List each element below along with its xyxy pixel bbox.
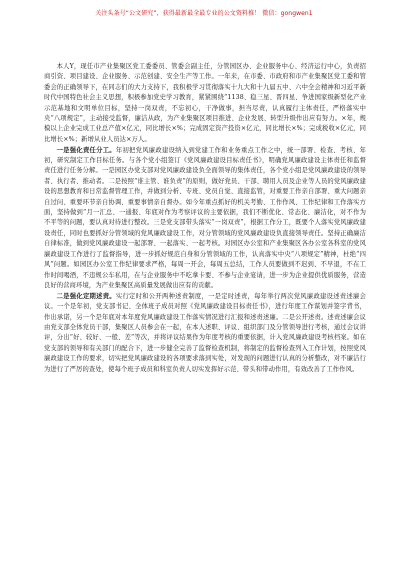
banner-text: 关注头条号“公文研究”，获得最新最全最专业的公文资料推！ 微信：gongwen1: [95, 10, 313, 17]
document-body: [44, 62, 366, 375]
intro-text: 本人Y，现任市产业集聚区党工委委员、管委会副主任，分管园区办、企业服务中心、经济运行中心，负责招商引资、项目建设、企业服务、示范创建、安全生产等工作。一年来，在市委、市政府和市产业集聚区党工委和管委会的正确领导下，在同志们的大力支持下，我积极学习贯彻落实十九大和十九届五中、六中全会精神和习近平新时代中国特色社会主义思想，积极参加党史学习教育，紧紧围绕“1138、稳三星、晋四星、争进国家级新型化产业示范基地和文明单位目标，坚持一岗双责，不忘初心，干净做事，担当尽责，认真履行主体责任，严格落实中央“八项规定”，主动接受监督，廉洁从政，为产业集聚区项目推进、企业发展、转型升级作出应有努力。×年，规模以上企业完成工业总产值×亿元，同比增长×%；完成固定资产投资×亿元，同比增长×%；完成税收×亿元，同比增长×%；新增从业人员达×万人。: [44, 63, 366, 143]
intro-paragraph: [44, 62, 366, 145]
responsibility-heading: 一是强化责任分工。: [56, 146, 116, 154]
header-banner: [0, 0, 408, 22]
reporting-text: 实行定时和公开两种述责制度，一是定时述责，每年举行两次党风廉政建设述责述廉会议。一个是年初，党支部书记、全体班子成员对照《党风廉政建设目标责任书》，进行年度工作谋划并签字背书，作出承诺，另一个是年底对本年度党风廉政建设工作落实情况进行汇报和述责述廉。二是公开述责。述责述廉会议由党支部全体党员干部，集聚区人员参会在一起，在本人述职、评议、组织部门及分管领导进行考核，通过会议讲评，分出“好、较好、一般、差”等次，并将评议结果作为年度考核的重要依据，计入党风廉政建设考核档案。如在党支部的领导和有关部门的配合下，进一步健全完善了监督检查机制，将制定的监督检查列入工作计划，按照党风廉政建设工作的要求，切实把党风廉政建设的各项要求落到实处，对发现的问题进行认真的分析整改，对不廉洁行为进行了严厉的查处，使每个班子成员和科室负责人切实发挥好示范、带头和带动作用，有效改善了工作作风。: [44, 292, 366, 373]
section-reporting: [44, 292, 366, 375]
reporting-heading: 二是强化定期述责。: [56, 292, 116, 300]
section-responsibility: [44, 146, 366, 292]
responsibility-text: 年初把党风廉政建设纳入到党建工作和业务重点工作之中，统一部署、检查、考核、年初，研究制定工作目标任务。与各个党小组签订《党风廉政建设目标责任书》，明确党风廉政建设主体责任和监督责任进行任务分解。一是园区办党支部对党风廉政建设负全面领导的集体责任，各个党小组是党风廉政建设的领导者、执行者、推动者。二是按照“谁主管、谁负责”的原则，做好党员、干部、聘用人员及企业等人员的党风廉政建设的思想教育和日常监督管理工作，并做到分析、专班、党员自觉、直接监管，对重要工作亲自部署、重大问题亲自过问、重要环节亲自协调、重要事情亲自督办。如今年重点抓好的机关考勤、工作作风、工作纪律和工作落实方面，坚持做到“月一汇总、一通报、年底对作为考察评议的主要依据，我们不断优化、常态化、廉洁化，对不作为不平等的问题，要认真对待进行整改。三是党支部带头落实“一岗双责”，根据工作分工，既要个人落实党风廉政建设责任，同时也要抓好分管领域的党风廉政建设工作，对分管领域的党风廉政建设负直接领导责任。坚持正确廉洁自律标准，做到党风廉政建设一起部署、一起落实、一起考核。对园区办公室和产业集聚区各办公室各科室的党风廉政建设工作进行了监督指导，进一步抓好规范自身和分管领域的工作，认真落实中央“八项规定”精神，杜绝“四风”问题。如园区办公室工作纪律要求严格，每周一开会，每周五总结，工作人员要做到不迟到、不早退，不在工作时间喝酒，不违规公车私用，在与企业服务中不吃拿卡要、不参与企业宴请，进一步为企业提供优质服务，营造良好的营商环境，为产业集聚区高质量发展做出应有的贡献。: [44, 146, 366, 289]
